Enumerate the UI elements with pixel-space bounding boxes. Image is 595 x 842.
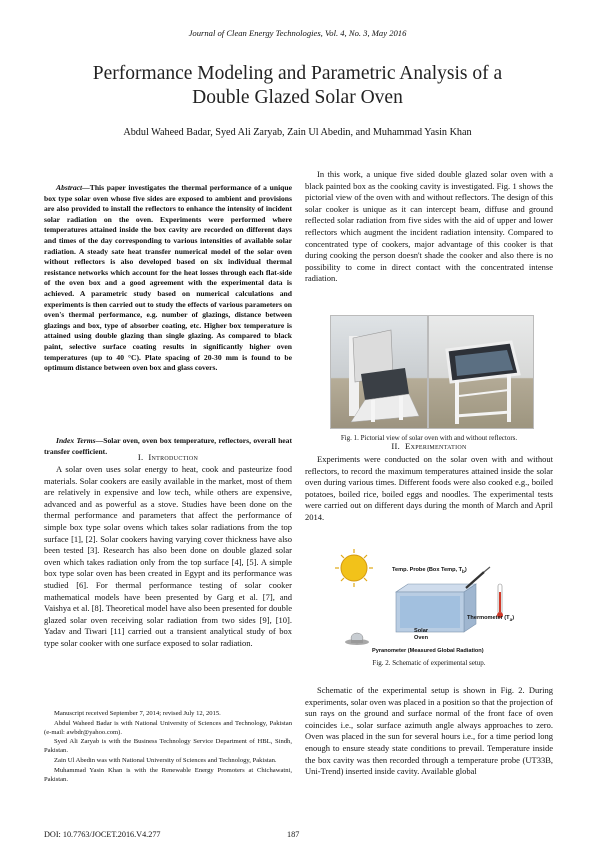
abstract [44, 183, 292, 374]
figure-2-schematic [330, 548, 540, 656]
introduction-body [44, 464, 292, 650]
title-line-1: Performance Modeling and Parametric Analysis of a [92, 63, 503, 84]
oven-label: Solar Oven [414, 628, 428, 641]
temperature-probe-icon [466, 567, 490, 588]
journal-header: Journal of Clean Energy Technologies, Vol. 4, No. 3, May 2016 [188, 28, 407, 38]
schematic-drawing [330, 548, 540, 656]
pyranometer-label: Pyranometer (Measured Global Radiation) [372, 648, 484, 654]
doi-footer: DOI: 10.7763/JOCET.2016.V4.277 [44, 830, 161, 839]
section-number: II. [391, 441, 401, 451]
page-number: 187 [287, 830, 300, 839]
pyranometer-icon [345, 633, 369, 645]
authors: Abdul Waheed Badar, Syed Ali Zaryab, Zain Ul Abedin, and Muhammad Yasin Khan [123, 127, 472, 138]
footnote-author-2: Syed Ali Zaryab is with the Business Technology Service Department of HBL, Sindh, Pakistan. [44, 738, 292, 755]
thermometer-icon [497, 584, 503, 618]
section-title: Introduction [148, 452, 199, 462]
figure-2-caption: Fig. 2. Schematic of experimental setup. [372, 659, 486, 667]
footnotes [44, 710, 292, 785]
footnote-received: Manuscript received September 7, 2014; revised July 12, 2015. [54, 710, 221, 717]
oven-without-reflectors-drawing [429, 316, 533, 428]
thermometer-label: Thermometer $(T_a)$ [467, 615, 515, 623]
section-title: Experimentation [405, 441, 467, 451]
index-terms-text: —Solar oven, oven box temperature, reflectors, overall heat transfer coefficient. [44, 436, 292, 456]
paper-title [40, 62, 555, 110]
schematic-paragraph: Schematic of the experimental setup is shown in Fig. 2. During experiments, solar oven was placed in a position so that the projection of sun rays on the ground and surface normal of the front face of oven coincides i.e., solar surface azimuth angle always approaches to zero. Oven was placed in the sun for several hours i.e., for a time period long enough to ensure steady state conditions to prevail. Temperature inside the box cavity was then recorded through a temperature probe (UT33B, Uni-Trend) inserted inside cavity. Available global [305, 685, 553, 777]
work-description [305, 169, 553, 285]
abstract-label: Abstract [56, 183, 83, 192]
index-terms-label: Index Terms [56, 436, 96, 445]
section-heading-introduction [44, 452, 292, 464]
footnote-author-1: Abdul Waheed Badar is with National University of Sciences and Technology, Pakistan (e-mail: awbdr@yahoo.com). [44, 719, 292, 736]
oven-with-reflectors-photo [330, 315, 428, 429]
experimentation-body [305, 454, 553, 524]
footnote-author-3: Zain Ul Abedin was with National University of Sciences and Technology, Pakistan. [54, 756, 277, 764]
abstract-text: —This paper investigates the thermal performance of a unique box type solar oven whose five sides are exposed to ambient and provisions are also provided to install the reflectors to enhance the intensity of incident solar radiation on the oven. Experiments were performed where temperatures attained inside the box cavity are recorded on different days and times of the day corresponding to various intensities of available solar radiation. A steady sate heat transfer numerical model of the solar oven without reflectors is also developed based on six individual thermal resistance networks which account for the heat losses through each flat-side of the oven box and a good agreement with the experimental data is achieved. A parametric study based on numerical calculations and experiments is then carried out to study the effects of various parameters on oven's thermal performance, e.g. number of glazings, distance between glazings and box, type of absorber coating, etc. Higher box temperature is attained using double glazing than single glazing. As compared to black paint, selective surface coating results in significantly higher oven temperatures (up to 40 °C). Plate spacing of 20-30 mm is found to be optimum distance between oven box and glass covers. [44, 183, 292, 373]
schematic-description [305, 685, 553, 778]
section-number: I. [137, 452, 144, 462]
title-line-2: Double Glazed Solar Oven [192, 87, 403, 108]
probe-label: Temp. Probe (Box Temp, $T_b$) [392, 567, 467, 575]
footnote-author-4: Muhammad Yasin Khan is with the Renewable Energy Promoters at Chichawatni, Pakistan. [44, 766, 292, 783]
solar-oven-box [396, 584, 476, 632]
section-heading-experimentation [305, 441, 553, 453]
oven-without-reflectors-photo [428, 315, 534, 429]
introduction-paragraph: A solar oven uses solar energy to heat, cook and pasteurize food materials. Solar cookers are easily available in the market, most of them are relatively in expensive and low tech, while others are expensive, advanced and as powerful as a stove. Studies have been done on the thermal performance and parameters that affect the performance of simple box type solar ovens which takes solar radiations from the top surface [1], [2]. Solar cookers having varying cover thickness have also been tested [3]. Research has also been done on double glazed solar oven which takes radiation only from the top surface [4], [5]. A simple box type solar oven has been created in Egypt and its performance was studied [6]. For thermal performance testing of solar cooker mathematical models have been presented by Garg et al. [7], and Vaishya et al. [8]. Theoretical model have also been presented for double glazed solar oven receiving solar radiation from two sides [9], [10]. Yadav and Tiwari [11] carried out a transient analytical study of box type solar cooker with one surface exposed to solar radiation. [44, 464, 292, 648]
work-paragraph: In this work, a unique five sided double glazed solar oven with a black painted box as the cooking cavity is investigated. Fig. 1 shows the pictorial view of the oven with and without reflectors. The design of this solar cooker is unique as it can intercept beam, diffuse and ground reflected solar radiation from five sides with the aid of upper and lower reflectors which augment the incident radiation intensity. Compared to concentrated type of cookers, major advantage of this cooker is that during cooking the person doesn't shade the cooker and also there is no possibility to come in direct contact with the concentrated intense radiation. [305, 169, 553, 284]
experimentation-paragraph: Experiments were conducted on the solar oven with and without reflectors, to record the maximum temperatures attained inside the solar oven during various times. Different foods were also cooked e.g., boiled potatoes, boiled rice, boiled eggs and noodles. The experimental tests were carried out on different days during the month of March and April 2014. [305, 454, 553, 522]
figure-1-caption: Fig. 1. Pictorial view of solar oven with and without reflectors. [340, 434, 518, 442]
sun-icon [335, 549, 373, 587]
oven-with-reflectors-drawing [331, 316, 427, 428]
